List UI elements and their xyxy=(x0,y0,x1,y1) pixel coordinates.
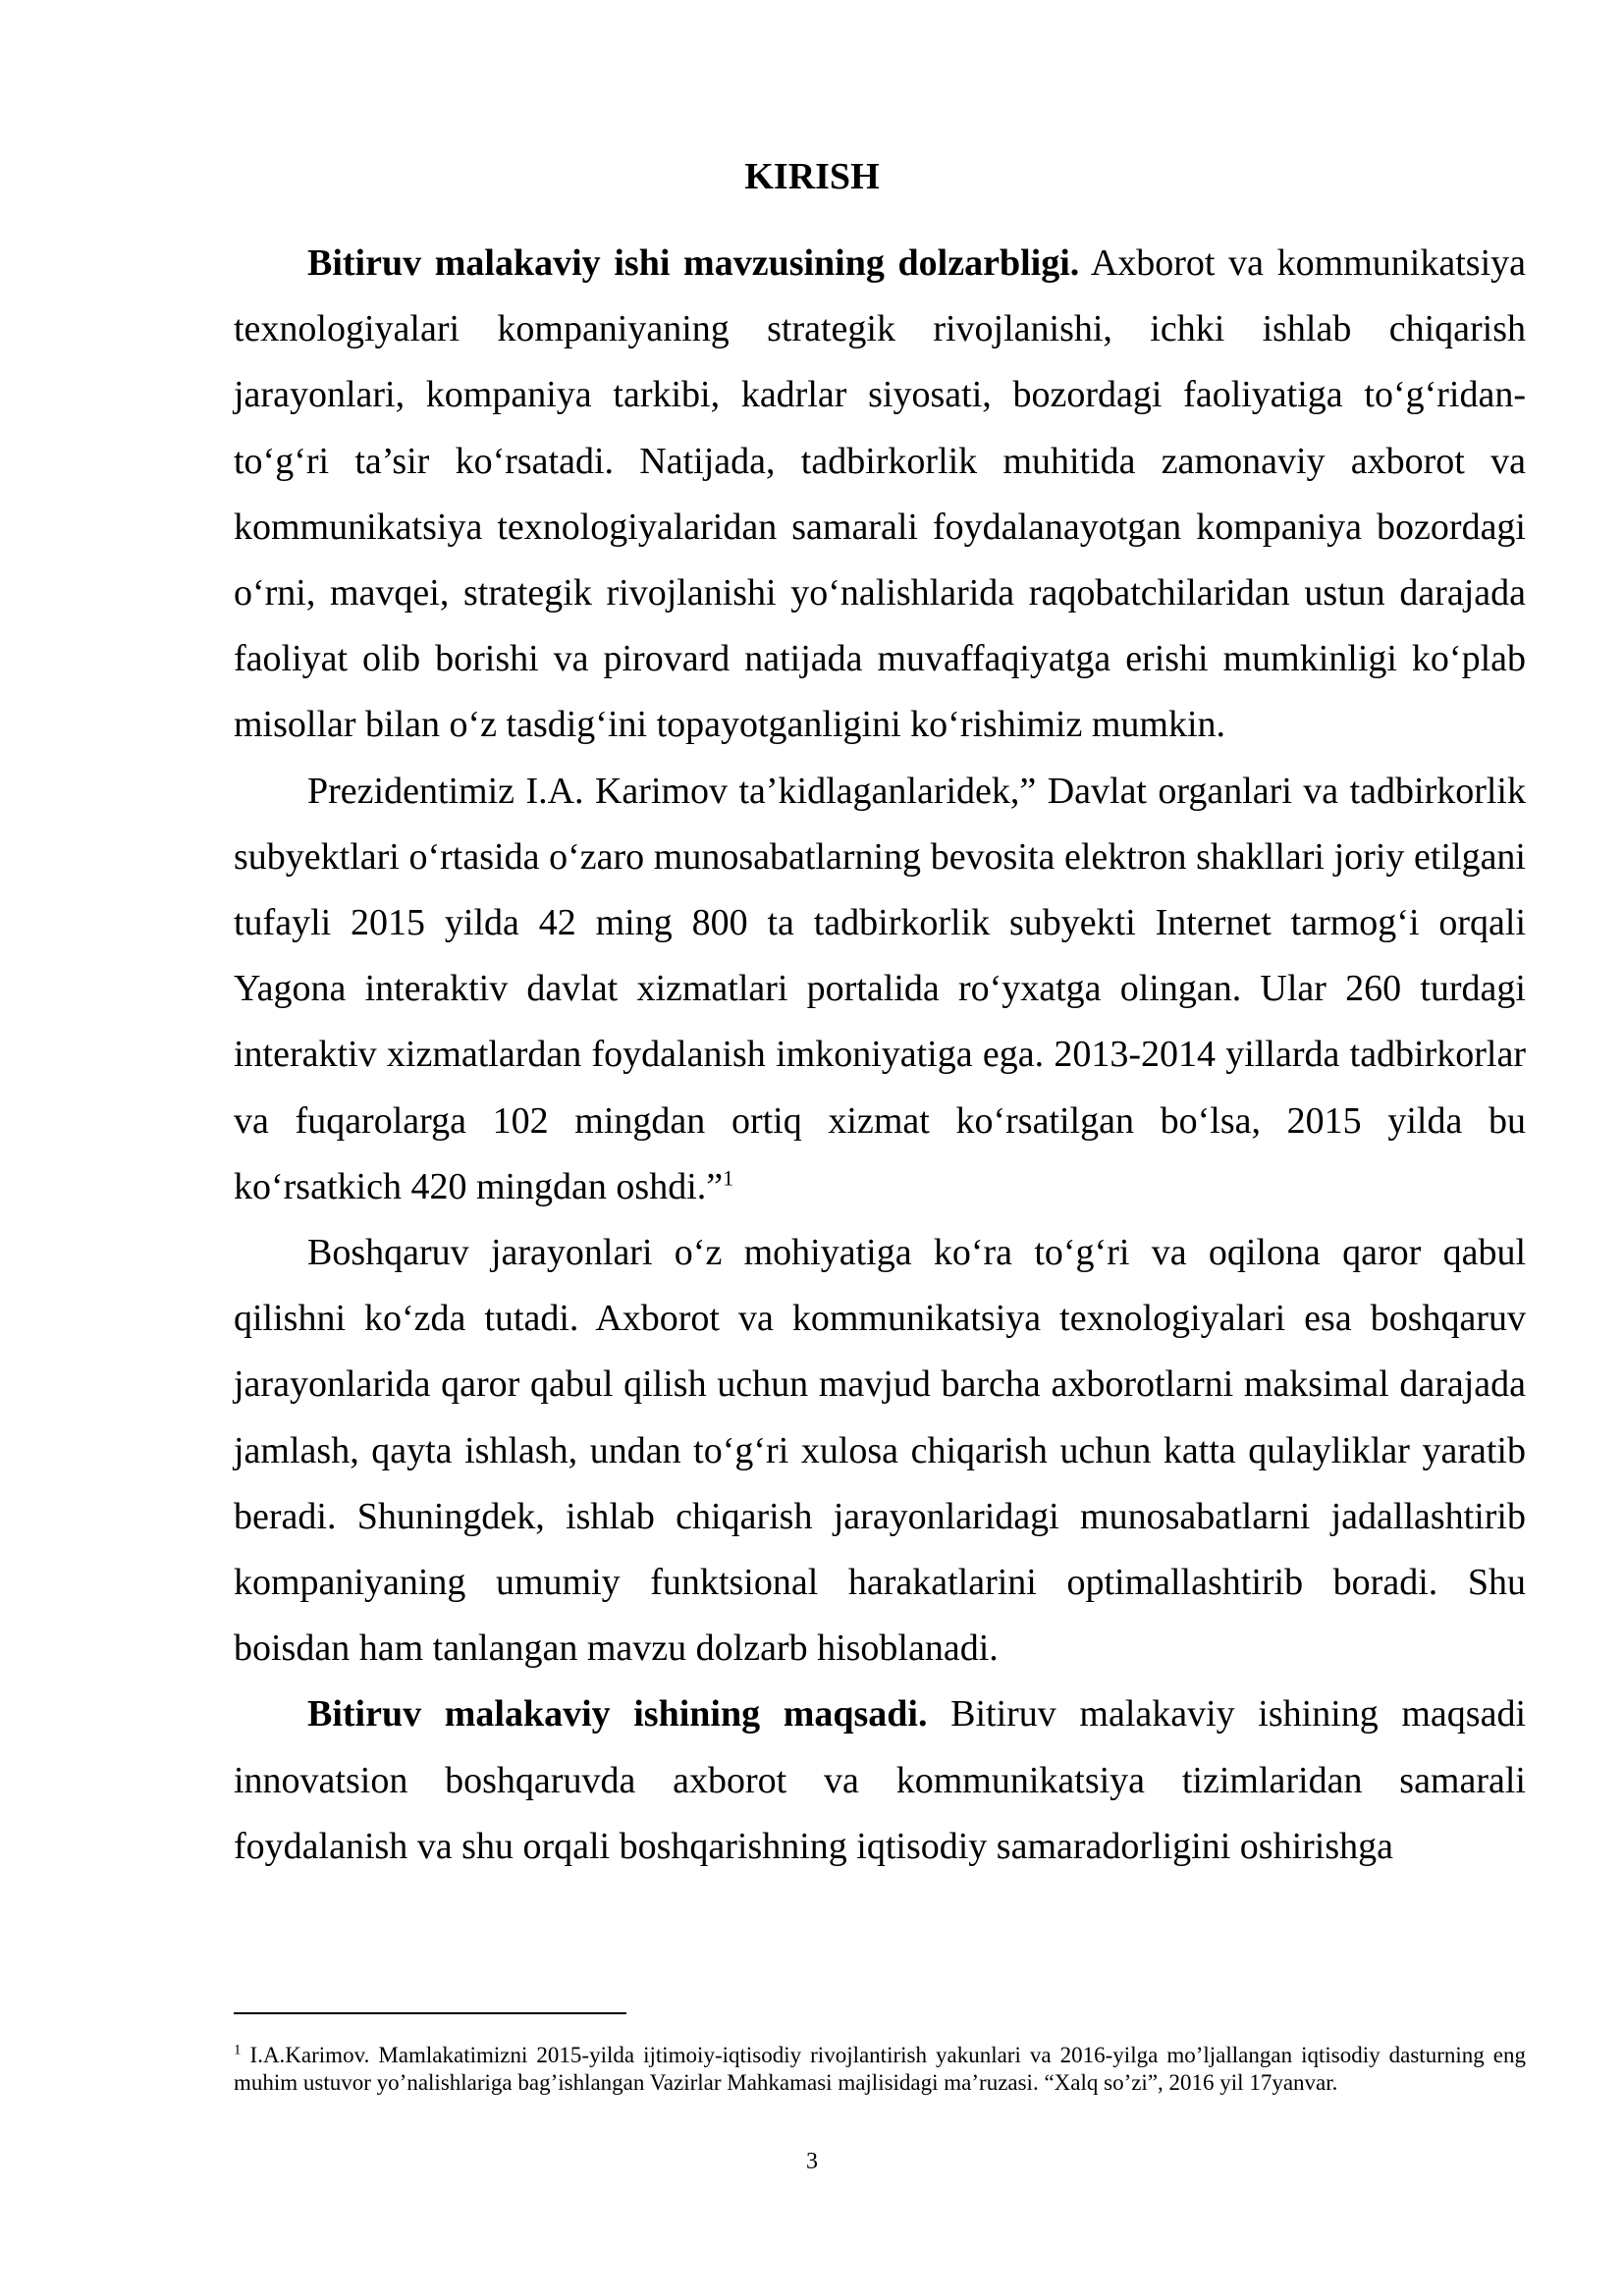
footnote xyxy=(234,2042,1526,2097)
footnote-reference[interactable]: 1 xyxy=(723,1165,734,1191)
section-heading: KIRISH xyxy=(744,156,880,197)
paragraph-management-processes-text: Boshqaruv jarayonlari o‘z mohiyatiga ko‘ra to‘g‘ri va oqilona qaror qabul qilishni ko‘zda tutadi. Axborot va kommunikatsiya texnologiyalari esa boshqaruv jarayonlarida qaror qabul qilish uchun mavjud barcha axborotlarni maksimal darajada jamlash, qayta ishlash, undan to‘g‘ri xulosa chiqarish uchun katta qulayliklar yaratib beradi. Shuningdek, ishlab chiqarish jarayonlaridagi munosabatlarni jadallashtirib kompaniyaning umumiy funktsional harakatlarini optimallashtirib boradi. Shu boisdan ham tanlangan mavzu dolzarb hisoblanadi. xyxy=(234,1232,1526,1670)
paragraph-management-processes xyxy=(234,1220,1526,1682)
paragraph-president-quote-text: Prezidentimiz I.A. Karimov ta’kidlaganlaridek,” Davlat organlari va tadbirkorlik subyektlari o‘rtasida o‘zaro munosabatlarning bevosita elektron shakllari joriy etilgani tufayli 2015 yilda 42 ming 800 ta tadbirkorlik subyekti Internet tarmog‘i orqali Yagona interaktiv davlat xizmatlari portalida ro‘yxatga olingan. Ular 260 turdagi interaktiv xizmatlardan foydalanish imkoniyatiga ega. 2013-2014 yillarda tadbirkorlar va fuqarolarga 102 mingdan ortiq xizmat ko‘rsatilgan bo‘lsa, 2015 yilda bu ko‘rsatkich 420 mingdan oshdi.” xyxy=(234,770,1526,1207)
footnote-divider xyxy=(234,2012,626,2014)
paragraph-purpose xyxy=(234,1682,1526,1880)
body-text xyxy=(234,231,1526,1880)
paragraph-purpose-title: Bitiruv malakaviy ishining maqsadi. xyxy=(307,1693,928,1735)
paragraph-relevance-title: Bitiruv malakaviy ishi mavzusining dolzarbligi. xyxy=(307,242,1080,284)
page-number: 3 xyxy=(806,2149,818,2174)
paragraph-president-quote xyxy=(234,759,1526,1220)
footnote-number: 1 xyxy=(234,2042,242,2058)
paragraph-purpose-text: Bitiruv malakaviy ishining maqsadi innovatsion boshqaruvda axborot va kommunikatsiya tizimlaridan samarali foydalanish va shu orqali boshqarishning iqtisodiy samaradorligini oshirishga xyxy=(234,1693,1526,1867)
paragraph-relevance xyxy=(234,231,1526,759)
paragraph-relevance-text: Axborot va kommunikatsiya texnologiyalari kompaniyaning strategik rivojlanishi, ichki ishlab chiqarish jarayonlari, kompaniya tarkibi, kadrlar siyosati, bozordagi faoliyatiga to‘g‘ridan-to‘g‘ri ta’sir ko‘rsatadi. Natijada, tadbirkorlik muhitida zamonaviy axborot va kommunikatsiya texnologiyalaridan samarali foydalanayotgan kompaniya bozordagi o‘rni, mavqei, strategik rivojlanishi yo‘nalishlarida raqobatchilaridan ustun darajada faoliyat olib borishi va pirovard natijada muvaffaqiyatga erishi mumkinligi ko‘plab misollar bilan o‘z tasdig‘ini topayotganligini ko‘rishimiz mumkin. xyxy=(234,242,1526,746)
footnote-text: I.A.Karimov. Mamlakatimizni 2015-yilda ijtimoiy-iqtisodiy rivojlantirish yakunlari va 2016-yilga mo’ljallangan iqtisodiy dasturning eng muhim ustuvor yo’nalishlariga bag’ishlangan Vazirlar Mahkamasi majlisidagi ma’ruzasi. “Xalq so’zi”, 2016 yil 17yanvar. xyxy=(234,2043,1526,2095)
